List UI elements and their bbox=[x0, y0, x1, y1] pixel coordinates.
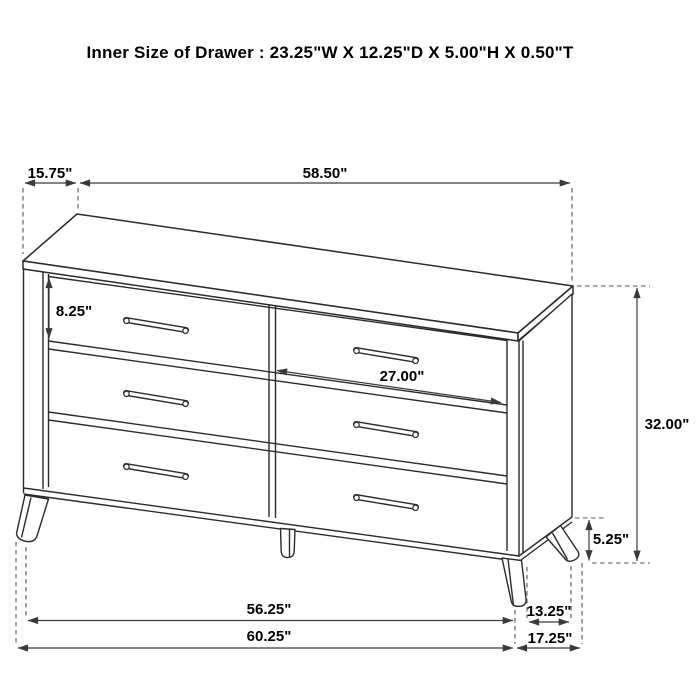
diagram-title: Inner Size of Drawer : 23.25"W X 12.25"D X 5.00"H X 0.50"T bbox=[86, 43, 574, 62]
rail-row1-2-bottom bbox=[49, 349, 508, 413]
dim-label-top-depth: 15.75" bbox=[27, 165, 73, 182]
rail-row1-2-top bbox=[49, 341, 508, 405]
dim-label-top-width: 58.50" bbox=[302, 165, 348, 182]
handle-right-top bbox=[354, 348, 418, 363]
dim-label-drawer-width: 27.00" bbox=[379, 368, 425, 385]
handle-right-middle bbox=[354, 422, 418, 437]
dim-label-overall-depth: 17.25" bbox=[527, 630, 573, 647]
dim-label-base-width: 56.25" bbox=[246, 601, 292, 618]
dim-label-overall-width: 60.25" bbox=[246, 628, 292, 645]
front-right-leg bbox=[502, 558, 526, 606]
dim-label-drawer-height: 8.25" bbox=[55, 303, 93, 320]
center-leg bbox=[281, 529, 296, 558]
handle-right-bottom bbox=[354, 495, 418, 510]
dim-label-leg-height: 5.25" bbox=[592, 531, 630, 548]
right-side-face bbox=[519, 294, 572, 556]
dresser-legs bbox=[17, 495, 579, 606]
drawer-handles bbox=[124, 318, 418, 510]
rail-row2-3-top bbox=[49, 412, 508, 476]
bottom-rail-top bbox=[24, 488, 520, 556]
handle-left-top bbox=[124, 318, 188, 333]
dim-label-overall-height: 32.00" bbox=[644, 416, 690, 433]
handle-left-middle bbox=[124, 391, 188, 406]
dim-label-leg-depth: 13.25" bbox=[526, 603, 572, 620]
rail-row2-3-bottom bbox=[49, 420, 508, 484]
dresser-top bbox=[23, 214, 573, 341]
handle-left-bottom bbox=[124, 464, 188, 479]
bottom-rail-bottom bbox=[24, 494, 520, 562]
front-left-leg bbox=[17, 495, 49, 542]
